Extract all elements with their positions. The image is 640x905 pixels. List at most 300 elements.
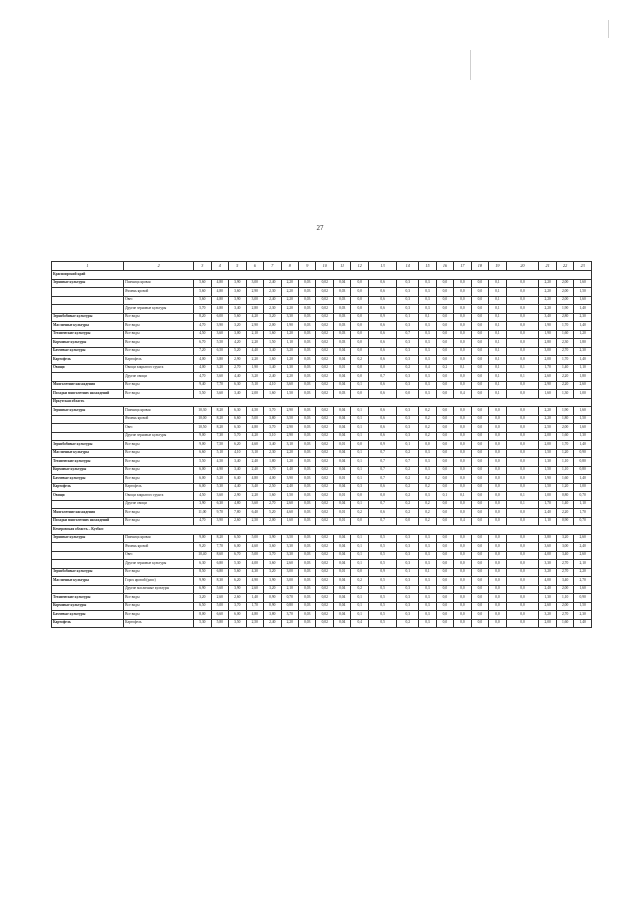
value-cell: 0,0 <box>489 560 506 569</box>
value-cell: 0,03 <box>299 568 316 577</box>
value-cell: 1,30 <box>539 458 556 467</box>
value-cell: 3,50 <box>281 415 298 424</box>
value-cell: 0,5 <box>368 543 396 552</box>
value-cell: 3,90 <box>264 577 281 586</box>
value-cell: 0,02 <box>316 305 333 314</box>
column-header: 2 <box>124 262 194 271</box>
value-cell: 1,20 <box>556 449 573 458</box>
value-cell: 0,6 <box>368 330 396 339</box>
value-cell: 0,0 <box>351 339 368 348</box>
culture-cell: Овощи <box>52 364 124 373</box>
value-cell: 3,70 <box>264 424 281 433</box>
region-name: Кемеровская область – Кузбасс <box>52 526 592 535</box>
value-cell: 0,01 <box>333 441 350 450</box>
value-cell: 3,40 <box>264 347 281 356</box>
value-cell: 3,00 <box>539 347 556 356</box>
value-cell: 0,3 <box>419 594 436 603</box>
value-cell: 8,20 <box>194 313 211 322</box>
value-cell: 0,0 <box>471 483 488 492</box>
value-cell: 2,40 <box>539 585 556 594</box>
culture-cell: Технические культуры <box>52 594 124 603</box>
value-cell: 0,90 <box>574 449 592 458</box>
culture-cell <box>52 543 124 552</box>
value-cell: 9,40 <box>194 381 211 390</box>
value-cell: 2,10 <box>574 560 592 569</box>
value-cell: 0,0 <box>471 441 488 450</box>
value-cell: 2,00 <box>539 619 556 628</box>
value-cell: 0,02 <box>316 288 333 297</box>
value-cell: 0,9 <box>368 568 396 577</box>
culture-cell: Бахчевые культуры <box>52 475 124 484</box>
value-cell: 0,0 <box>454 432 471 441</box>
value-cell: 2,30 <box>574 313 592 322</box>
value-cell: 0,0 <box>506 611 539 620</box>
value-cell: 0,0 <box>436 356 453 365</box>
table-row <box>52 296 592 305</box>
variety-cell: Все виды <box>124 458 194 467</box>
value-cell: 4,80 <box>246 611 263 620</box>
value-cell: 2,50 <box>246 517 263 526</box>
value-cell: 3,90 <box>229 296 246 305</box>
table-row <box>52 483 592 492</box>
value-cell: 0,3 <box>419 560 436 569</box>
value-cell: 0,1 <box>489 390 506 399</box>
value-cell: 0,03 <box>299 305 316 314</box>
value-cell: 3,20 <box>246 373 263 382</box>
value-cell: 0,0 <box>454 483 471 492</box>
value-cell: 0,0 <box>506 339 539 348</box>
value-cell: 2,70 <box>556 347 573 356</box>
value-cell: 0,1 <box>419 313 436 322</box>
value-cell: 5,60 <box>194 288 211 297</box>
value-cell: 3,60 <box>211 330 228 339</box>
value-cell: 0,0 <box>436 347 453 356</box>
value-cell: 0,0 <box>471 356 488 365</box>
value-cell: 1,00 <box>574 390 592 399</box>
value-cell: 1,60 <box>264 492 281 501</box>
value-cell: 0,02 <box>316 364 333 373</box>
value-cell: 0,3 <box>419 602 436 611</box>
value-cell: 0,0 <box>506 483 539 492</box>
value-cell: 2,40 <box>574 543 592 552</box>
value-cell: 0,5 <box>368 577 396 586</box>
value-cell: 0,3 <box>419 356 436 365</box>
value-cell: 5,30 <box>194 619 211 628</box>
value-cell: 3,70 <box>264 407 281 416</box>
value-cell: 0,0 <box>436 543 453 552</box>
value-cell: 2,20 <box>281 619 298 628</box>
value-cell: 1,40 <box>574 322 592 331</box>
value-cell: 0,0 <box>351 517 368 526</box>
value-cell: 2,00 <box>556 279 573 288</box>
value-cell: 1,40 <box>574 475 592 484</box>
value-cell: 0,03 <box>299 483 316 492</box>
value-cell: 0,0 <box>436 415 453 424</box>
value-cell: 0,1 <box>351 602 368 611</box>
value-cell: 1,70 <box>539 500 556 509</box>
value-cell: 1,70 <box>264 466 281 475</box>
variety-cell: Другие масличные культуры <box>124 585 194 594</box>
variety-cell: Все виды <box>124 568 194 577</box>
value-cell: 0,0 <box>471 466 488 475</box>
value-cell: 0,0 <box>471 500 488 509</box>
value-cell: 0,03 <box>299 347 316 356</box>
value-cell: 0,0 <box>471 288 488 297</box>
value-cell: 0,0 <box>489 492 506 501</box>
value-cell: 2,20 <box>281 279 298 288</box>
value-cell: 3,40 <box>229 390 246 399</box>
value-cell: 0,0 <box>471 534 488 543</box>
value-cell: 3,20 <box>264 585 281 594</box>
value-cell: 1,90 <box>246 364 263 373</box>
value-cell: 0,03 <box>299 509 316 518</box>
value-cell: 1,10 <box>281 339 298 348</box>
value-cell: 0,6 <box>368 322 396 331</box>
value-cell: 0,04 <box>333 611 350 620</box>
value-cell: 0,3 <box>419 381 436 390</box>
value-cell: 0,01 <box>333 475 350 484</box>
value-cell: 2,70 <box>264 500 281 509</box>
value-cell: 0,0 <box>436 305 453 314</box>
value-cell: 4,10 <box>229 449 246 458</box>
value-cell: 2,90 <box>281 424 298 433</box>
value-cell: 0,3 <box>397 543 419 552</box>
value-cell: 5,60 <box>211 585 228 594</box>
value-cell: 9,00 <box>194 432 211 441</box>
table-header-row <box>52 262 592 271</box>
value-cell: 1,40 <box>556 364 573 373</box>
value-cell: 0,0 <box>436 500 453 509</box>
value-cell: 0,0 <box>506 330 539 339</box>
culture-cell: Масличные культуры <box>52 322 124 331</box>
value-cell: 0,3 <box>419 330 436 339</box>
value-cell: 1,90 <box>281 322 298 331</box>
value-cell: 0,0 <box>489 449 506 458</box>
value-cell: 2,60 <box>539 602 556 611</box>
value-cell: 4,80 <box>246 424 263 433</box>
value-cell: 0,0 <box>471 347 488 356</box>
value-cell: 0,03 <box>299 322 316 331</box>
page-number: 27 <box>316 224 324 232</box>
value-cell: 1,90 <box>539 475 556 484</box>
value-cell: 0,0 <box>471 611 488 620</box>
value-cell: 0,3 <box>419 534 436 543</box>
value-cell: 3,80 <box>264 611 281 620</box>
value-cell: 0,02 <box>316 313 333 322</box>
value-cell: 2,90 <box>539 381 556 390</box>
value-cell: 1,40 <box>556 500 573 509</box>
value-cell: 2,00 <box>246 390 263 399</box>
value-cell: 0,0 <box>454 381 471 390</box>
value-cell: 4,00 <box>264 475 281 484</box>
value-cell: 0,2 <box>419 475 436 484</box>
value-cell: 0,1 <box>489 322 506 331</box>
culture-cell: Масличные культуры <box>52 449 124 458</box>
value-cell: 2,60 <box>229 594 246 603</box>
value-cell: 0,04 <box>333 373 350 382</box>
value-cell: 0,02 <box>316 619 333 628</box>
variety-cell: Другие зерновые культуры <box>124 305 194 314</box>
value-cell: 0,0 <box>471 381 488 390</box>
value-cell: 0,02 <box>316 509 333 518</box>
value-cell: 0,0 <box>454 288 471 297</box>
value-cell: 0,0 <box>454 568 471 577</box>
value-cell: 3,20 <box>539 611 556 620</box>
value-cell: 4,00 <box>539 551 556 560</box>
value-cell: 0,3 <box>397 560 419 569</box>
value-cell: 0,0 <box>489 543 506 552</box>
value-cell: 0,0 <box>436 322 453 331</box>
value-cell: 6,00 <box>229 543 246 552</box>
value-cell: 0,02 <box>316 296 333 305</box>
value-cell: 0,1 <box>351 458 368 467</box>
value-cell: 10,40 <box>194 551 211 560</box>
table-row <box>52 347 592 356</box>
value-cell: 3,00 <box>281 577 298 586</box>
value-cell: 2,20 <box>246 492 263 501</box>
value-cell: 8,50 <box>194 568 211 577</box>
value-cell: 2,30 <box>574 347 592 356</box>
value-cell: 0,7 <box>368 475 396 484</box>
value-cell: 0,0 <box>506 568 539 577</box>
value-cell: 0,0 <box>506 279 539 288</box>
value-cell: 8,00 <box>194 611 211 620</box>
value-cell: 0,03 <box>299 517 316 526</box>
value-cell: 3,50 <box>281 534 298 543</box>
value-cell: 0,7 <box>397 330 419 339</box>
value-cell: 2,60 <box>539 373 556 382</box>
value-cell: 1,90 <box>556 305 573 314</box>
value-cell: 0,03 <box>333 296 350 305</box>
value-cell: 0,9 <box>368 441 396 450</box>
value-cell: 0,0 <box>471 619 488 628</box>
value-cell: 9,00 <box>194 534 211 543</box>
value-cell: 2,20 <box>556 381 573 390</box>
value-cell: 0,1 <box>489 381 506 390</box>
value-cell: 0,0 <box>506 619 539 628</box>
value-cell: 0,03 <box>299 466 316 475</box>
value-cell: 0,6 <box>368 432 396 441</box>
value-cell: 2,00 <box>539 441 556 450</box>
value-cell: 0,1 <box>351 560 368 569</box>
value-cell: 0,9 <box>368 313 396 322</box>
value-cell: 0,6 <box>368 305 396 314</box>
value-cell: 0,0 <box>436 611 453 620</box>
value-cell: 2,20 <box>246 356 263 365</box>
value-cell: 0,0 <box>454 560 471 569</box>
value-cell: 2,00 <box>539 356 556 365</box>
value-cell: 4,20 <box>229 339 246 348</box>
culture-cell: Бахчевые культуры <box>52 347 124 356</box>
value-cell: 1,40 <box>281 466 298 475</box>
culture-cell: Зерновые культуры <box>52 534 124 543</box>
value-cell: 1,40 <box>574 356 592 365</box>
value-cell: 0,0 <box>436 619 453 628</box>
value-cell: 9,70 <box>211 509 228 518</box>
value-cell: 0,0 <box>454 322 471 331</box>
value-cell: 0,1 <box>351 611 368 620</box>
value-cell: 0,70 <box>281 594 298 603</box>
value-cell: 1,50 <box>574 288 592 297</box>
variety-cell: Овес <box>124 424 194 433</box>
table-row <box>52 585 592 594</box>
value-cell: 0,03 <box>333 390 350 399</box>
value-cell: 2,20 <box>539 296 556 305</box>
value-cell: 0,02 <box>316 458 333 467</box>
value-cell: 0,0 <box>436 602 453 611</box>
value-cell: 0,04 <box>333 543 350 552</box>
table-row <box>52 611 592 620</box>
table-row <box>52 279 592 288</box>
value-cell: 0,5 <box>368 611 396 620</box>
table-row <box>52 458 592 467</box>
culture-cell <box>52 424 124 433</box>
value-cell: 0,0 <box>471 279 488 288</box>
value-cell: 0,0 <box>471 585 488 594</box>
value-cell: 1,60 <box>574 424 592 433</box>
value-cell: 0,90 <box>264 594 281 603</box>
value-cell: 0,0 <box>471 602 488 611</box>
value-cell: 1,50 <box>574 602 592 611</box>
value-cell: 0,4 <box>351 619 368 628</box>
value-cell: 1,80 <box>574 339 592 348</box>
value-cell: 0,0 <box>506 347 539 356</box>
value-cell: 2,00 <box>556 296 573 305</box>
value-cell: 4,50 <box>194 492 211 501</box>
value-cell: 0,0 <box>454 347 471 356</box>
value-cell: 0,0 <box>471 543 488 552</box>
column-header: 11 <box>333 262 350 271</box>
value-cell: 1,00 <box>539 492 556 501</box>
table-row <box>52 449 592 458</box>
value-cell: 0,03 <box>299 288 316 297</box>
value-cell: 8,20 <box>211 415 228 424</box>
value-cell: 0,02 <box>316 322 333 331</box>
value-cell: 2,80 <box>556 313 573 322</box>
value-cell: 0,01 <box>333 509 350 518</box>
value-cell: 0,03 <box>299 475 316 484</box>
value-cell: 0,1 <box>489 313 506 322</box>
value-cell: 4,20 <box>246 432 263 441</box>
value-cell: 2,90 <box>229 492 246 501</box>
value-cell: 7,50 <box>211 441 228 450</box>
value-cell: 0,0 <box>506 381 539 390</box>
value-cell: 0,0 <box>489 577 506 586</box>
value-cell: 0,3 <box>397 279 419 288</box>
value-cell: 0,3 <box>419 305 436 314</box>
value-cell: 1,30 <box>539 594 556 603</box>
value-cell: 0,0 <box>436 594 453 603</box>
value-cell: 0,02 <box>316 330 333 339</box>
value-cell: 3,30 <box>281 543 298 552</box>
culture-cell <box>52 551 124 560</box>
value-cell: 0,0 <box>506 458 539 467</box>
value-cell: 0,04 <box>333 534 350 543</box>
value-cell: 0,0 <box>351 364 368 373</box>
value-cell: 0,03 <box>299 330 316 339</box>
value-cell: 6,60 <box>211 611 228 620</box>
value-cell: 0,04 <box>333 483 350 492</box>
value-cell: 2,20 <box>539 415 556 424</box>
value-cell: 0,02 <box>316 560 333 569</box>
value-cell: 0,03 <box>299 594 316 603</box>
value-cell: 0,5 <box>368 560 396 569</box>
value-cell: 0,80 <box>574 466 592 475</box>
value-cell: 0,0 <box>454 611 471 620</box>
value-cell: 0,0 <box>489 458 506 467</box>
value-cell: 0,02 <box>316 551 333 560</box>
value-cell: 3,30 <box>539 560 556 569</box>
value-cell: 0,0 <box>397 390 419 399</box>
value-cell: 0,3 <box>397 415 419 424</box>
value-cell: 2,70 <box>574 577 592 586</box>
culture-cell <box>52 585 124 594</box>
value-cell: 0,2 <box>419 407 436 416</box>
value-cell: 0,0 <box>489 611 506 620</box>
value-cell: 0,7 <box>368 458 396 467</box>
table-row <box>52 475 592 484</box>
value-cell: 0,0 <box>506 560 539 569</box>
value-cell: 0,0 <box>471 424 488 433</box>
value-cell: 0,1 <box>351 534 368 543</box>
variety-cell: Все виды <box>124 390 194 399</box>
value-cell: 2,20 <box>539 279 556 288</box>
culture-cell <box>52 296 124 305</box>
value-cell: 0,0 <box>436 560 453 569</box>
value-cell: 1,60 <box>556 330 573 339</box>
value-cell: 0,0 <box>489 551 506 560</box>
value-cell: 1,40 <box>574 619 592 628</box>
value-cell: 0,0 <box>436 288 453 297</box>
value-cell: 4,80 <box>211 288 228 297</box>
table-row <box>52 339 592 348</box>
value-cell: 0,90 <box>556 517 573 526</box>
table-row <box>52 500 592 509</box>
table-row <box>52 424 592 433</box>
value-cell: 0,03 <box>299 551 316 560</box>
culture-cell: Зернобобовые культуры <box>52 313 124 322</box>
value-cell: 2,70 <box>556 611 573 620</box>
culture-cell: Кормовые культуры <box>52 466 124 475</box>
value-cell: 7,70 <box>211 381 228 390</box>
value-cell: 0,2 <box>419 424 436 433</box>
value-cell: 3,30 <box>281 551 298 560</box>
variety-cell: Пшеница яровая <box>124 534 194 543</box>
value-cell: 1,70 <box>539 364 556 373</box>
value-cell: 0,0 <box>506 594 539 603</box>
value-cell: 0,0 <box>471 339 488 348</box>
column-header: 6 <box>246 262 263 271</box>
value-cell: 1,50 <box>264 339 281 348</box>
value-cell: 0,0 <box>454 330 471 339</box>
value-cell: 0,0 <box>471 568 488 577</box>
value-cell: 0,02 <box>316 594 333 603</box>
value-cell: 2,10 <box>281 585 298 594</box>
value-cell: 1,40 <box>574 305 592 314</box>
value-cell: 0,0 <box>454 279 471 288</box>
value-cell: 7,20 <box>194 347 211 356</box>
value-cell: 0,0 <box>454 373 471 382</box>
value-cell: 0,03 <box>299 441 316 450</box>
table-body <box>52 271 592 628</box>
value-cell: 0,3 <box>419 296 436 305</box>
value-cell: 0,0 <box>489 534 506 543</box>
value-cell: 2,70 <box>556 560 573 569</box>
value-cell: 6,90 <box>194 585 211 594</box>
value-cell: 0,0 <box>436 458 453 467</box>
value-cell: 2,00 <box>556 602 573 611</box>
region-header-row <box>52 398 592 407</box>
